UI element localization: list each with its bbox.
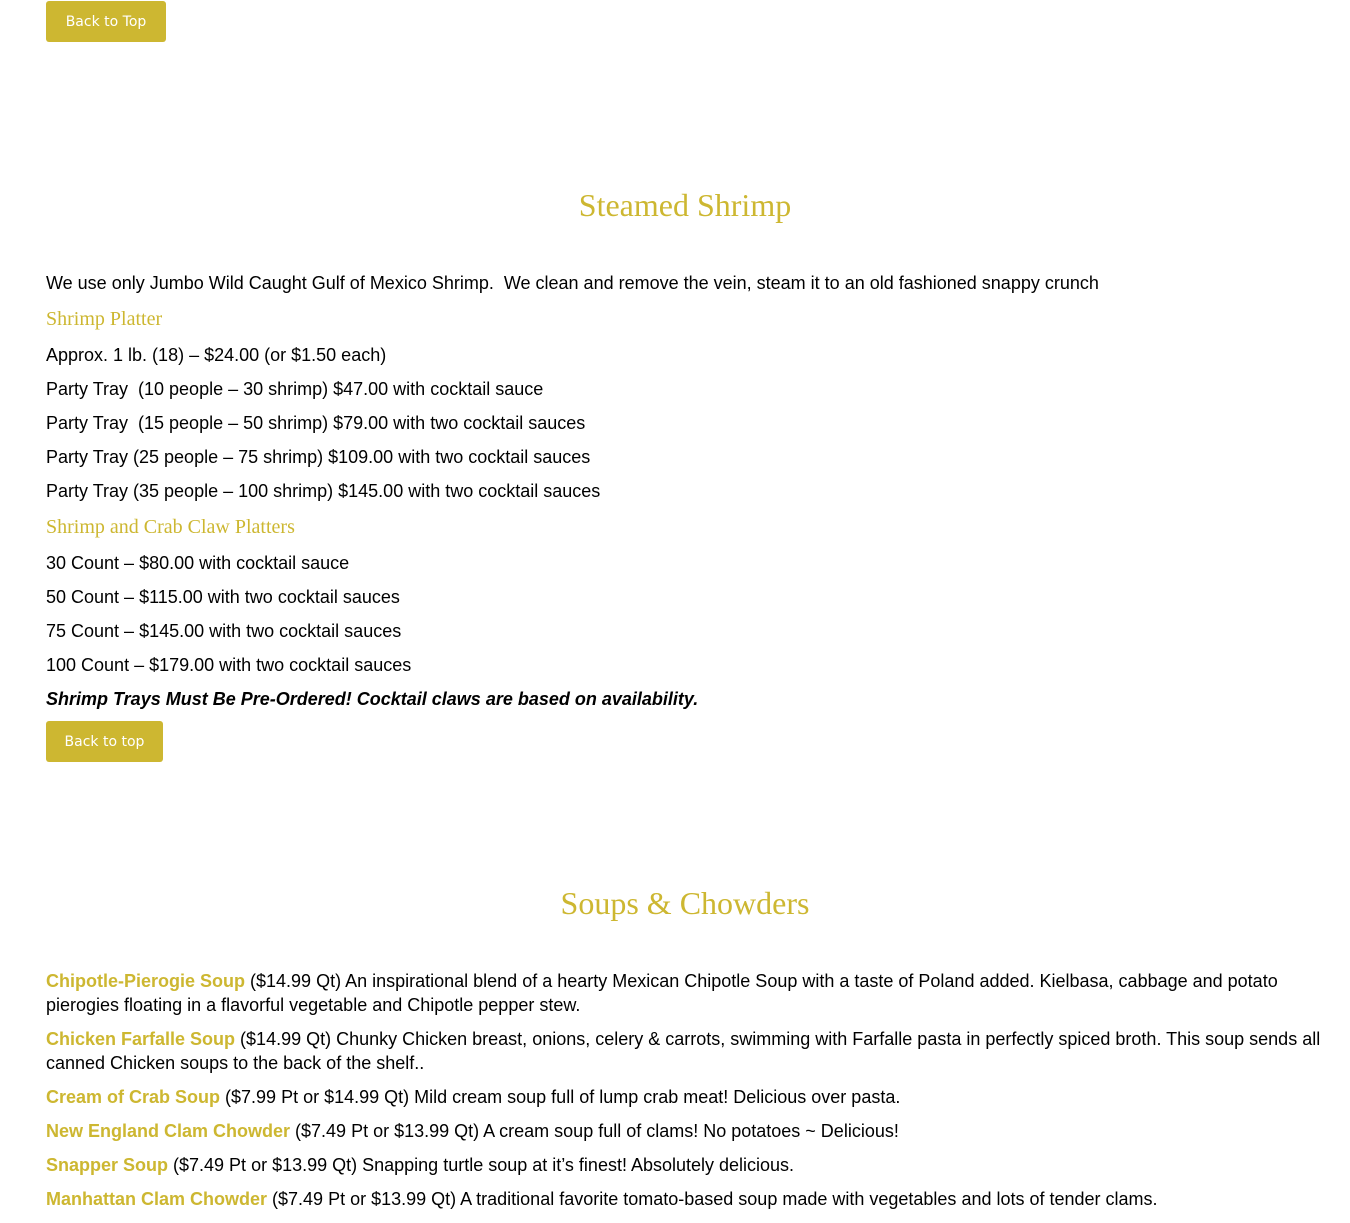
shrimp-intro: We use only Jumbo Wild Caught Gulf of Mexico Shrimp. We clean and remove the vein, steam it to an old fashioned snappy crunch	[46, 273, 1099, 293]
back-to-top-button[interactable]: Back to top	[46, 721, 163, 762]
crab-platter-item: 30 Count – $80.00 with cocktail sauce	[46, 553, 350, 573]
platter-item: Party Tray (35 people – 100 shrimp) $145.00 with two cocktail sauces	[46, 481, 601, 501]
soup-name: New England Clam Chowder	[46, 1121, 291, 1141]
soup-item	[46, 1119, 1331, 1143]
soup-name: Manhattan Clam Chowder	[46, 1189, 268, 1209]
soup-item	[46, 1085, 1331, 1109]
platter-item: Party Tray (25 people – 75 shrimp) $109.00 with two cocktail sauces	[46, 447, 591, 467]
platter-item: Approx. 1 lb. (18) – $24.00 (or $1.50 each)	[46, 345, 387, 365]
soup-name: Chicken Farfalle Soup	[46, 1029, 236, 1049]
soup-item	[46, 1153, 1331, 1177]
soup-item	[46, 969, 1331, 1017]
crab-platter-item: 100 Count – $179.00 with two cocktail sauces	[46, 655, 412, 675]
soup-description: ($14.99 Qt) An inspirational blend of a hearty Mexican Chipotle Soup with a taste of Poland added. Kielbasa, cabbage and potato pierogies floating in a flavorful vegetable and Chipotle pepper stew.	[46, 971, 1278, 1015]
soup-item	[46, 1187, 1331, 1211]
section-title-steamed-shrimp: Steamed Shrimp	[578, 187, 792, 223]
soup-description: ($7.49 Pt or $13.99 Qt) A traditional favorite tomato-based soup made with vegetables and lots of tender clams.	[267, 1189, 1158, 1209]
shrimp-platter-heading: Shrimp Platter	[46, 308, 163, 330]
soup-description: ($14.99 Qt) Chunky Chicken breast, onions, celery & carrots, swimming with Farfalle pasta in perfectly spiced broth. This soup sends all canned Chicken soups to the back of the shelf..	[46, 1029, 1321, 1073]
pre-order-note: Shrimp Trays Must Be Pre-Ordered! Cocktail claws are based on availability.	[46, 689, 699, 709]
platter-item: Party Tray (15 people – 50 shrimp) $79.00 with two cocktail sauces	[46, 413, 586, 433]
soup-item	[46, 1027, 1331, 1075]
back-to-top-button[interactable]: Back to Top	[46, 1, 166, 42]
platter-item: Party Tray (10 people – 30 shrimp) $47.00 with cocktail sauce	[46, 379, 544, 399]
soup-name: Chipotle-Pierogie Soup	[46, 971, 246, 991]
crab-platter-item: 50 Count – $115.00 with two cocktail sauces	[46, 587, 400, 607]
soup-description: ($7.49 Pt or $13.99 Qt) Snapping turtle soup at it’s finest! Absolutely delicious.	[168, 1155, 795, 1175]
crab-platter-item: 75 Count – $145.00 with two cocktail sauces	[46, 621, 402, 641]
soup-name: Cream of Crab Soup	[46, 1087, 221, 1107]
soup-name: Snapper Soup	[46, 1155, 169, 1175]
crab-claw-platters-heading: Shrimp and Crab Claw Platters	[46, 516, 295, 538]
section-title-soups-chowders: Soups & Chowders	[560, 885, 810, 921]
soup-description: ($7.99 Pt or $14.99 Qt) Mild cream soup full of lump crab meat! Delicious over pasta.	[220, 1087, 901, 1107]
soup-description: ($7.49 Pt or $13.99 Qt) A cream soup full of clams! No potatoes ~ Delicious!	[290, 1121, 899, 1141]
